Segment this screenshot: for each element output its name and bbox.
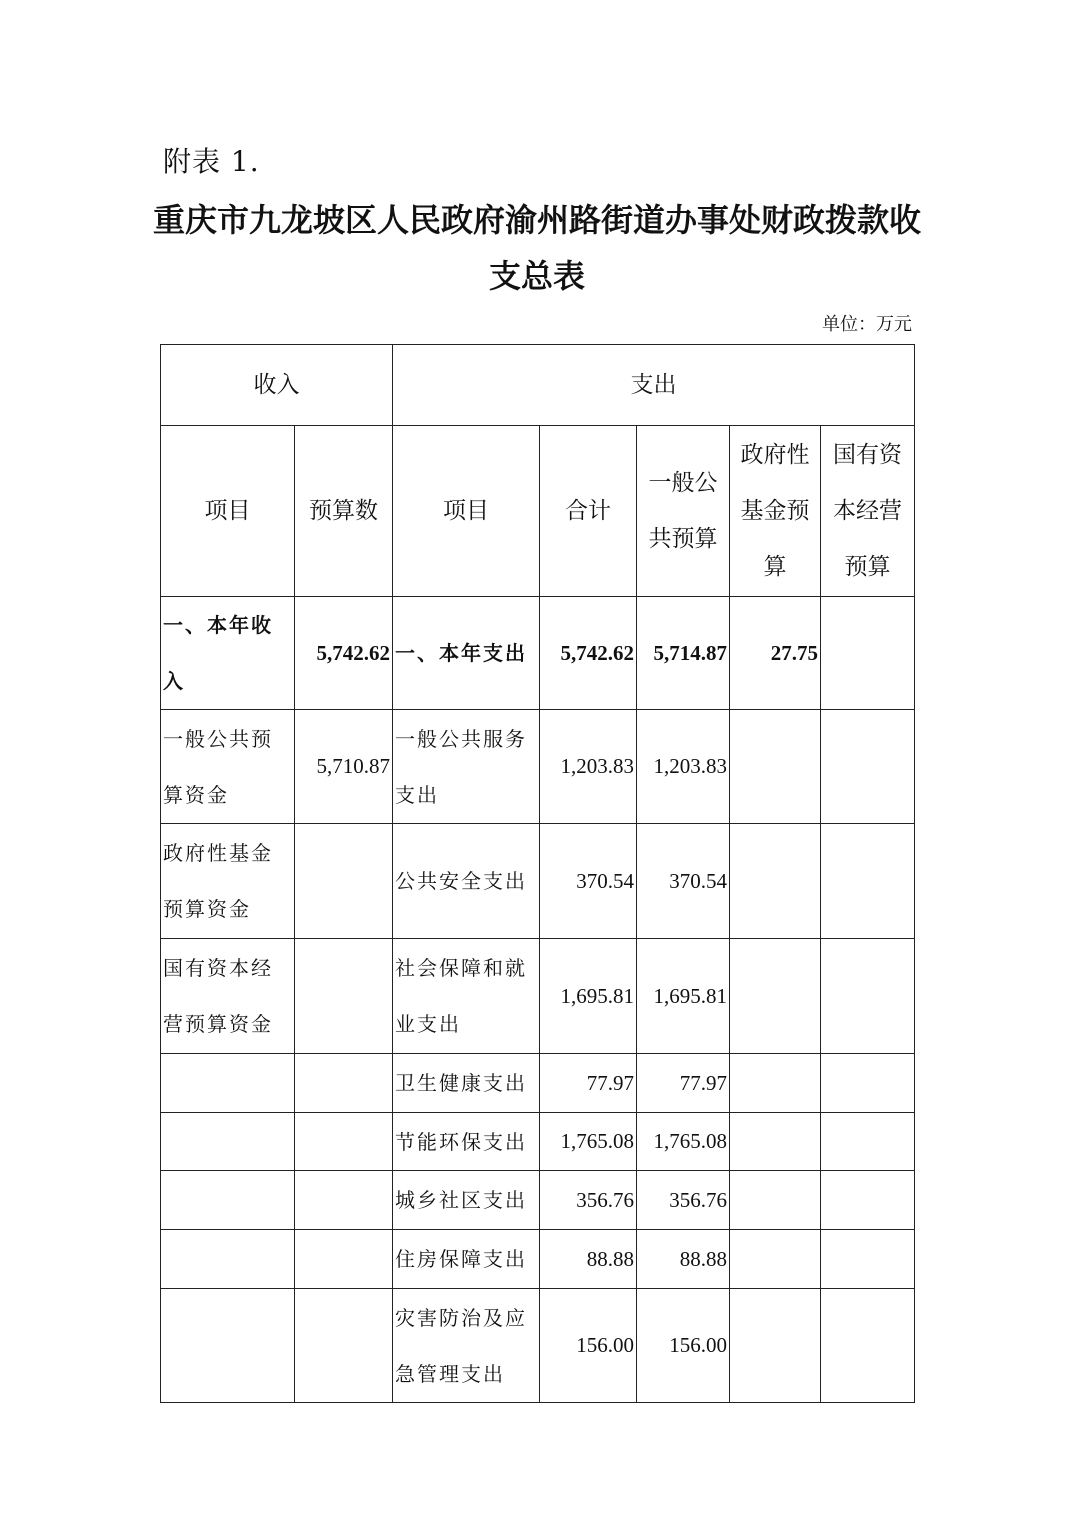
income-value-cell (295, 824, 393, 939)
general-budget-cell: 1,203.83 (637, 710, 730, 824)
table-row (161, 1113, 915, 1171)
general-budget-cell: 88.88 (637, 1230, 730, 1289)
fund-budget-cell (730, 1289, 821, 1403)
expense-item-cell: 一般公共服务支出 (393, 710, 540, 824)
general-budget-cell: 370.54 (637, 824, 730, 939)
income-item-cell (161, 1289, 295, 1403)
income-header: 收入 (161, 345, 393, 426)
unit-label: 单位：万元 (822, 314, 912, 335)
table-row (161, 1289, 915, 1403)
fund-budget-header: 政府性基金预算 (730, 426, 821, 597)
annex-label: 附表 1. (163, 145, 260, 178)
total-header: 合计 (540, 426, 637, 597)
income-item-cell: 国有资本经营预算资金 (161, 939, 295, 1054)
income-value-cell (295, 1289, 393, 1403)
income-item-cell: 一、本年收入 (161, 597, 295, 710)
expense-item-cell: 社会保障和就业支出 (393, 939, 540, 1054)
total-cell: 88.88 (540, 1230, 637, 1289)
total-cell: 356.76 (540, 1171, 637, 1230)
fund-budget-cell (730, 1054, 821, 1113)
income-item-cell: 一般公共预算资金 (161, 710, 295, 824)
general-budget-cell: 1,695.81 (637, 939, 730, 1054)
income-value-cell: 5,742.62 (295, 597, 393, 710)
income-value-cell: 5,710.87 (295, 710, 393, 824)
general-budget-cell: 156.00 (637, 1289, 730, 1403)
fund-budget-cell (730, 939, 821, 1054)
expense-item-cell: 公共安全支出 (393, 824, 540, 939)
capital-budget-cell (821, 939, 915, 1054)
expense-item-cell: 节能环保支出 (393, 1113, 540, 1171)
table-row (161, 710, 915, 824)
fund-budget-cell (730, 1230, 821, 1289)
capital-budget-cell (821, 1171, 915, 1230)
expense-item-cell: 卫生健康支出 (393, 1054, 540, 1113)
expense-item-header: 项目 (393, 426, 540, 597)
table-row (161, 597, 915, 710)
income-value-cell (295, 1113, 393, 1171)
page-title: 重庆市九龙坡区人民政府渝州路街道办事处财政拨款收支总表 (152, 201, 921, 295)
fund-budget-cell: 27.75 (730, 597, 821, 710)
fund-budget-cell (730, 824, 821, 939)
capital-budget-cell (821, 1113, 915, 1171)
general-budget-cell: 5,714.87 (637, 597, 730, 710)
fund-budget-cell (730, 1113, 821, 1171)
expense-item-cell: 城乡社区支出 (393, 1171, 540, 1230)
income-item-cell (161, 1230, 295, 1289)
income-item-cell (161, 1171, 295, 1230)
capital-budget-cell (821, 824, 915, 939)
fund-budget-cell (730, 1171, 821, 1230)
table-row (161, 939, 915, 1054)
capital-budget-header: 国有资本经营预算 (821, 426, 915, 597)
total-cell: 1,765.08 (540, 1113, 637, 1171)
capital-budget-cell (821, 710, 915, 824)
budget-header: 预算数 (295, 426, 393, 597)
total-cell: 5,742.62 (540, 597, 637, 710)
income-item-cell (161, 1054, 295, 1113)
table-row (161, 1230, 915, 1289)
total-cell: 156.00 (540, 1289, 637, 1403)
general-budget-header: 一般公共预算 (637, 426, 730, 597)
income-value-cell (295, 939, 393, 1054)
budget-table (160, 344, 915, 1403)
expense-item-cell: 住房保障支出 (393, 1230, 540, 1289)
fund-budget-cell (730, 710, 821, 824)
capital-budget-cell (821, 1230, 915, 1289)
total-cell: 1,695.81 (540, 939, 637, 1054)
income-value-cell (295, 1230, 393, 1289)
expense-item-cell: 灾害防治及应急管理支出 (393, 1289, 540, 1403)
total-cell: 1,203.83 (540, 710, 637, 824)
general-budget-cell: 77.97 (637, 1054, 730, 1113)
income-value-cell (295, 1171, 393, 1230)
income-item-cell (161, 1113, 295, 1171)
general-budget-cell: 1,765.08 (637, 1113, 730, 1171)
total-cell: 77.97 (540, 1054, 637, 1113)
capital-budget-cell (821, 597, 915, 710)
income-value-cell (295, 1054, 393, 1113)
capital-budget-cell (821, 1054, 915, 1113)
expense-item-cell: 一、本年支出 (393, 597, 540, 710)
table-row (161, 824, 915, 939)
general-budget-cell: 356.76 (637, 1171, 730, 1230)
total-cell: 370.54 (540, 824, 637, 939)
expense-header: 支出 (393, 345, 915, 426)
income-item-cell: 政府性基金预算资金 (161, 824, 295, 939)
table-row (161, 1054, 915, 1113)
table-row (161, 1171, 915, 1230)
income-item-header: 项目 (161, 426, 295, 597)
capital-budget-cell (821, 1289, 915, 1403)
